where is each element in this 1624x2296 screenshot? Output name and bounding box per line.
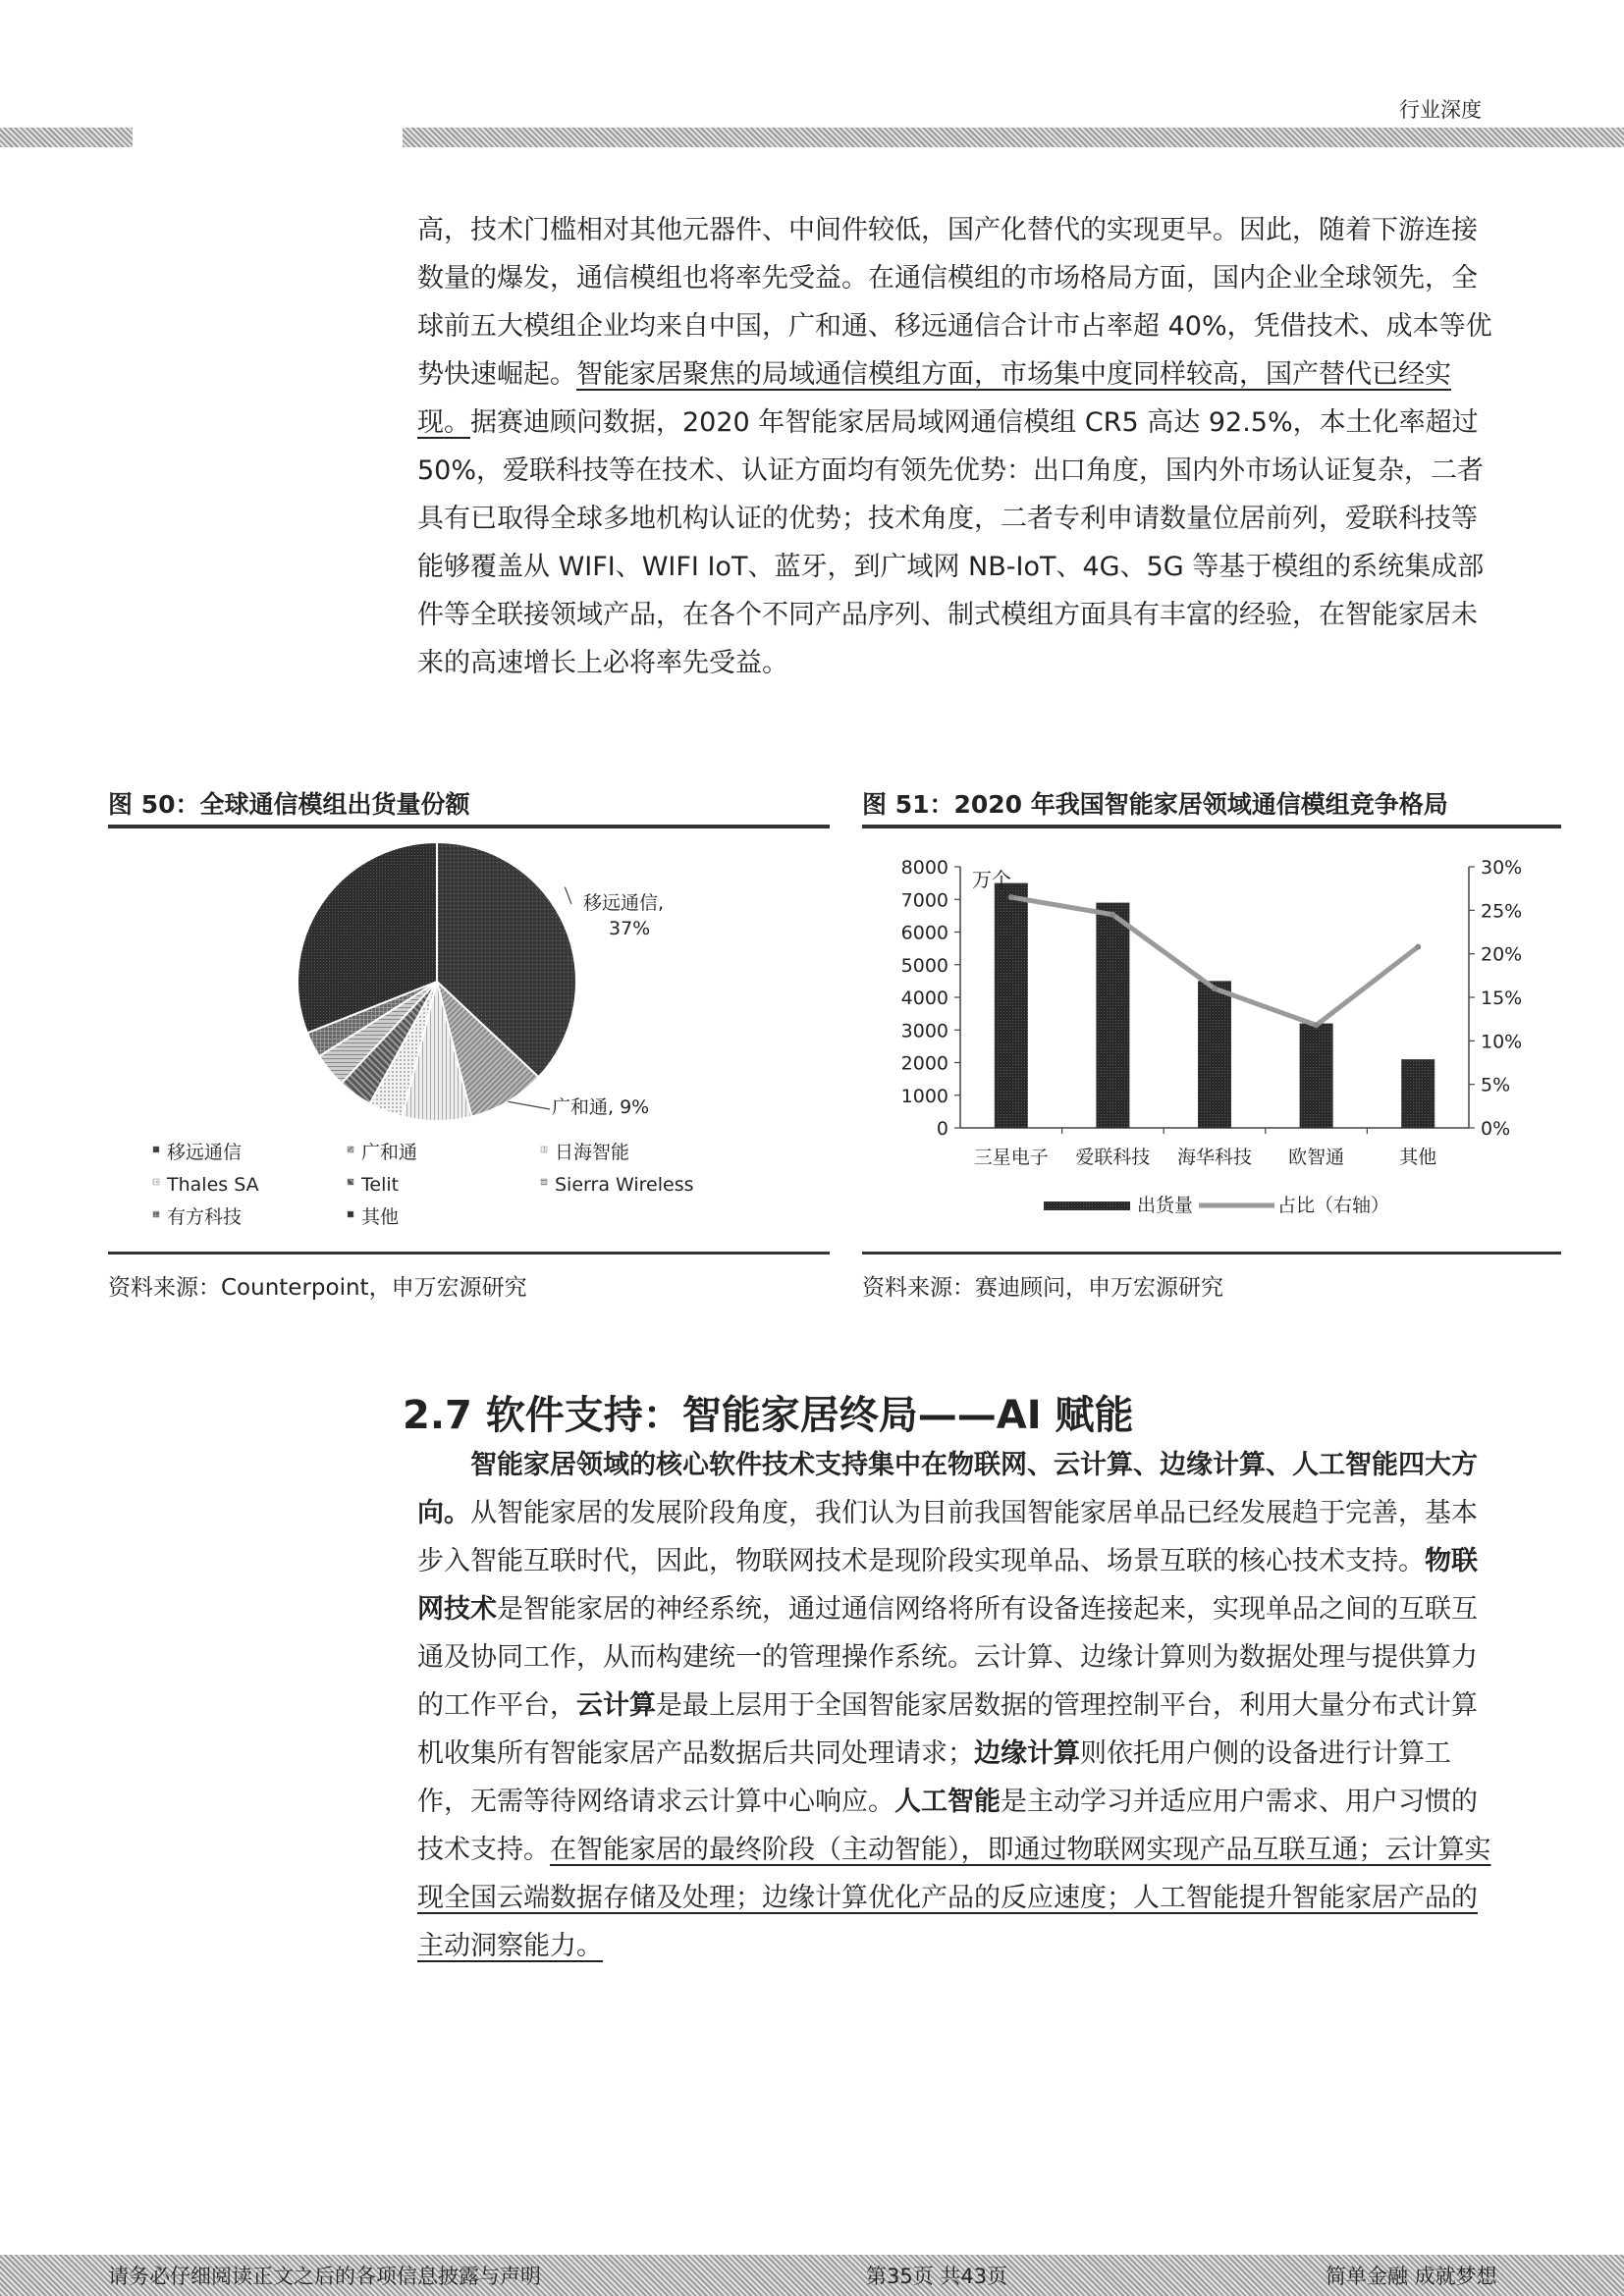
para2-text-1: 从智能家居的发展阶段角度，我们认为目前我国智能家居单品已经发展趋于完善，基本步入智能互联时代，因此，物联网技术是现阶段实现单品、场景互联的核心技术支持。 — [417, 1498, 1478, 1576]
figure51-bar-line-chart — [862, 834, 1561, 1247]
pie-legend-swatch-item-2 — [541, 1147, 547, 1152]
pie-legend-swatch-item-7 — [348, 1211, 353, 1217]
bar-3 — [1300, 1024, 1333, 1128]
line-point-4 — [1415, 944, 1421, 950]
right-tick-label-2: 10% — [1481, 1031, 1523, 1053]
figure50-pie-chart — [108, 834, 830, 1247]
para2-underline: 在智能家居的最终阶段（主动智能），即通过物联网实现产品互联互通；云计算实现全国云端数据存储及处理；边缘计算优化产品的反应速度；人工智能提升智能家居产品的主动洞察能力。 — [417, 1835, 1491, 1961]
left-tick-label-7: 7000 — [900, 889, 948, 912]
right-tick-label-1: 5% — [1481, 1074, 1511, 1096]
left-tick-label-8: 8000 — [900, 857, 948, 879]
bar-2 — [1198, 981, 1231, 1128]
para2-bold-5: 人工智能 — [894, 1787, 1001, 1817]
pie-legend-swatch-telit — [348, 1179, 353, 1185]
bar-4 — [1401, 1059, 1435, 1128]
legend-label-bar: 出货量 — [1137, 1195, 1194, 1216]
pie-legend-swatch-thales-sa — [153, 1179, 159, 1185]
x-tick-label-2: 海华科技 — [1176, 1147, 1253, 1168]
pie-legend-label-item-0: 移远通信 — [167, 1142, 243, 1163]
x-tick-label-3: 欧智通 — [1288, 1147, 1345, 1168]
x-tick-label-0: 三星电子 — [973, 1147, 1049, 1168]
para2-text-4: 则依托用户侧的设备进行计算工作，无需等待网络请求云计算中心响应。 — [417, 1738, 1451, 1817]
pie-legend-swatch-item-0 — [153, 1147, 159, 1152]
footer-page-number: 第35页 共43页 — [866, 2265, 1008, 2288]
x-tick-label-1: 爱联科技 — [1075, 1147, 1151, 1168]
right-tick-label-6: 30% — [1481, 857, 1523, 879]
line-point-0 — [1008, 894, 1014, 900]
figure51-source: 资料来源：赛迪顾问，申万宏源研究 — [862, 1275, 1223, 1301]
left-tick-label-6: 6000 — [900, 922, 948, 944]
legend-label-line: 占比（右轴） — [1277, 1195, 1390, 1216]
line-point-3 — [1314, 1022, 1320, 1028]
left-tick-label-3: 3000 — [900, 1020, 948, 1042]
figure51-bottom-rule — [862, 1252, 1561, 1255]
pie-legend-swatch-item-6 — [153, 1211, 159, 1217]
right-tick-label-3: 15% — [1481, 988, 1523, 1009]
para2-text-5: 是主动学习并适应用户需求、用户习惯的技术支持。 — [417, 1787, 1478, 1865]
figure50-source: 资料来源：Counterpoint，申万宏源研究 — [108, 1275, 527, 1301]
pie-legend-label-sierra-wireless: Sierra Wireless — [555, 1174, 694, 1196]
left-tick-label-5: 5000 — [900, 954, 948, 977]
figure50-bottom-rule — [108, 1252, 830, 1255]
pie-legend-swatch-sierra-wireless — [541, 1179, 547, 1185]
x-tick-label-4: 其他 — [1399, 1147, 1437, 1168]
header-rule-left — [0, 128, 133, 147]
right-tick-label-5: 25% — [1481, 900, 1523, 923]
figure51-title: 图 51：2020 年我国智能家居领域通信模组竞争格局 — [862, 790, 1448, 819]
pie-leader-line-1 — [508, 1101, 550, 1109]
pie-legend-label-item-2: 日海智能 — [555, 1142, 630, 1163]
right-tick-label-0: 0% — [1481, 1118, 1511, 1140]
para2-bold-3: 云计算 — [576, 1690, 656, 1721]
left-tick-label-0: 0 — [936, 1118, 948, 1140]
pie-legend-label-item-6: 有方科技 — [167, 1206, 243, 1228]
para1-text-a: 高，技术门槛相对其他元器件、中间件较低，国产化替代的实现更早。因此，随着下游连接数量的爆发，通信模组也将率先受益。在通信模组的市场格局方面，国内企业全球领先，全球前五大模组企业均来自中国，广和通、移远通信合计市占率超 40%，凭借技术、成本等优势快速崛起。 — [417, 215, 1492, 390]
pie-legend-label-item-7: 其他 — [361, 1206, 400, 1228]
pie-legend-swatch-item-1 — [348, 1147, 353, 1152]
bar-0 — [995, 883, 1028, 1128]
paragraph-software — [417, 1441, 1497, 1970]
figure51-title-rule — [862, 825, 1561, 828]
header-rule-right — [403, 128, 1624, 147]
para2-bold-4: 边缘计算 — [974, 1738, 1080, 1769]
pie-label-0: 移远通信, — [583, 892, 665, 914]
left-tick-label-1: 1000 — [900, 1085, 948, 1107]
pie-label-1: 广和通, 9% — [552, 1096, 650, 1118]
left-axis-unit-label: 万个 — [972, 868, 1011, 891]
right-tick-label-4: 20% — [1481, 943, 1523, 966]
para2-text-3: 是最上层用于全国智能家居数据的管理控制平台，利用大量分布式计算机收集所有智能家居产品数据后共同处理请求； — [417, 1690, 1478, 1769]
figure50-title-rule — [108, 825, 830, 828]
para1-text-b: 据赛迪顾问数据，2020 年智能家居局域网通信模组 CR5 高达 92.5%，本土化率超过 50%，爱联科技等在技术、认证方面均有领先优势：出口角度，国内外市场认证复杂，二者具有已取得全球多地机构认证的优势；技术角度，二者专利申请数量位居前列，爱联科技等能够覆盖从 WIFI、WIFI IoT、蓝牙，到广域网 NB-IoT、4G、5G 等基于模组的系统集成部件等全联接领域产品，在各个不同产品序列、制式模组方面具有丰富的经验，在智能家居未来的高速增长上必将率先受益。 — [417, 407, 1485, 678]
section-title: 2.7 软件支持：智能家居终局——AI 赋能 — [403, 1393, 1134, 1438]
paragraph-intro — [417, 206, 1497, 687]
header-label: 行业深度 — [1399, 98, 1482, 122]
para2-bold-1: 智能家居领域的核心软件技术支持集中在物联网、云计算、边缘计算、人工智能四大方向。 — [417, 1450, 1478, 1528]
pie-legend-label-thales-sa: Thales SA — [167, 1174, 259, 1196]
legend-swatch-bar — [1044, 1201, 1130, 1210]
pie-legend-label-item-1: 广和通 — [361, 1142, 418, 1163]
left-tick-label-4: 4000 — [900, 988, 948, 1009]
pie-label-value-0: 37% — [609, 918, 651, 939]
line-point-2 — [1212, 986, 1218, 991]
figure50-title: 图 50：全球通信模组出货量份额 — [108, 790, 470, 819]
para2-text-2: 是智能家居的神经系统，通过通信网络将所有设备连接起来，实现单品之间的互联互通及协同工作，从而构建统一的管理操作系统。云计算、边缘计算则为数据处理与提供算力的工作平台， — [417, 1594, 1478, 1721]
footer-disclaimer: 请务必仔细阅读正文之后的各项信息披露与声明 — [108, 2265, 541, 2288]
para1-underline: 智能家居聚焦的局域通信模组方面，市场集中度同样较高，国产替代已经实现。 — [417, 359, 1451, 438]
pie-legend-label-telit: Telit — [361, 1174, 400, 1196]
bar-1 — [1096, 903, 1129, 1128]
para2-bold-2: 物联网技术 — [417, 1546, 1478, 1625]
footer-slogan: 简单金融 成就梦想 — [1326, 2265, 1497, 2288]
pie-leader-line-0 — [565, 887, 571, 904]
line-point-1 — [1110, 912, 1115, 918]
left-tick-label-2: 2000 — [900, 1052, 948, 1075]
